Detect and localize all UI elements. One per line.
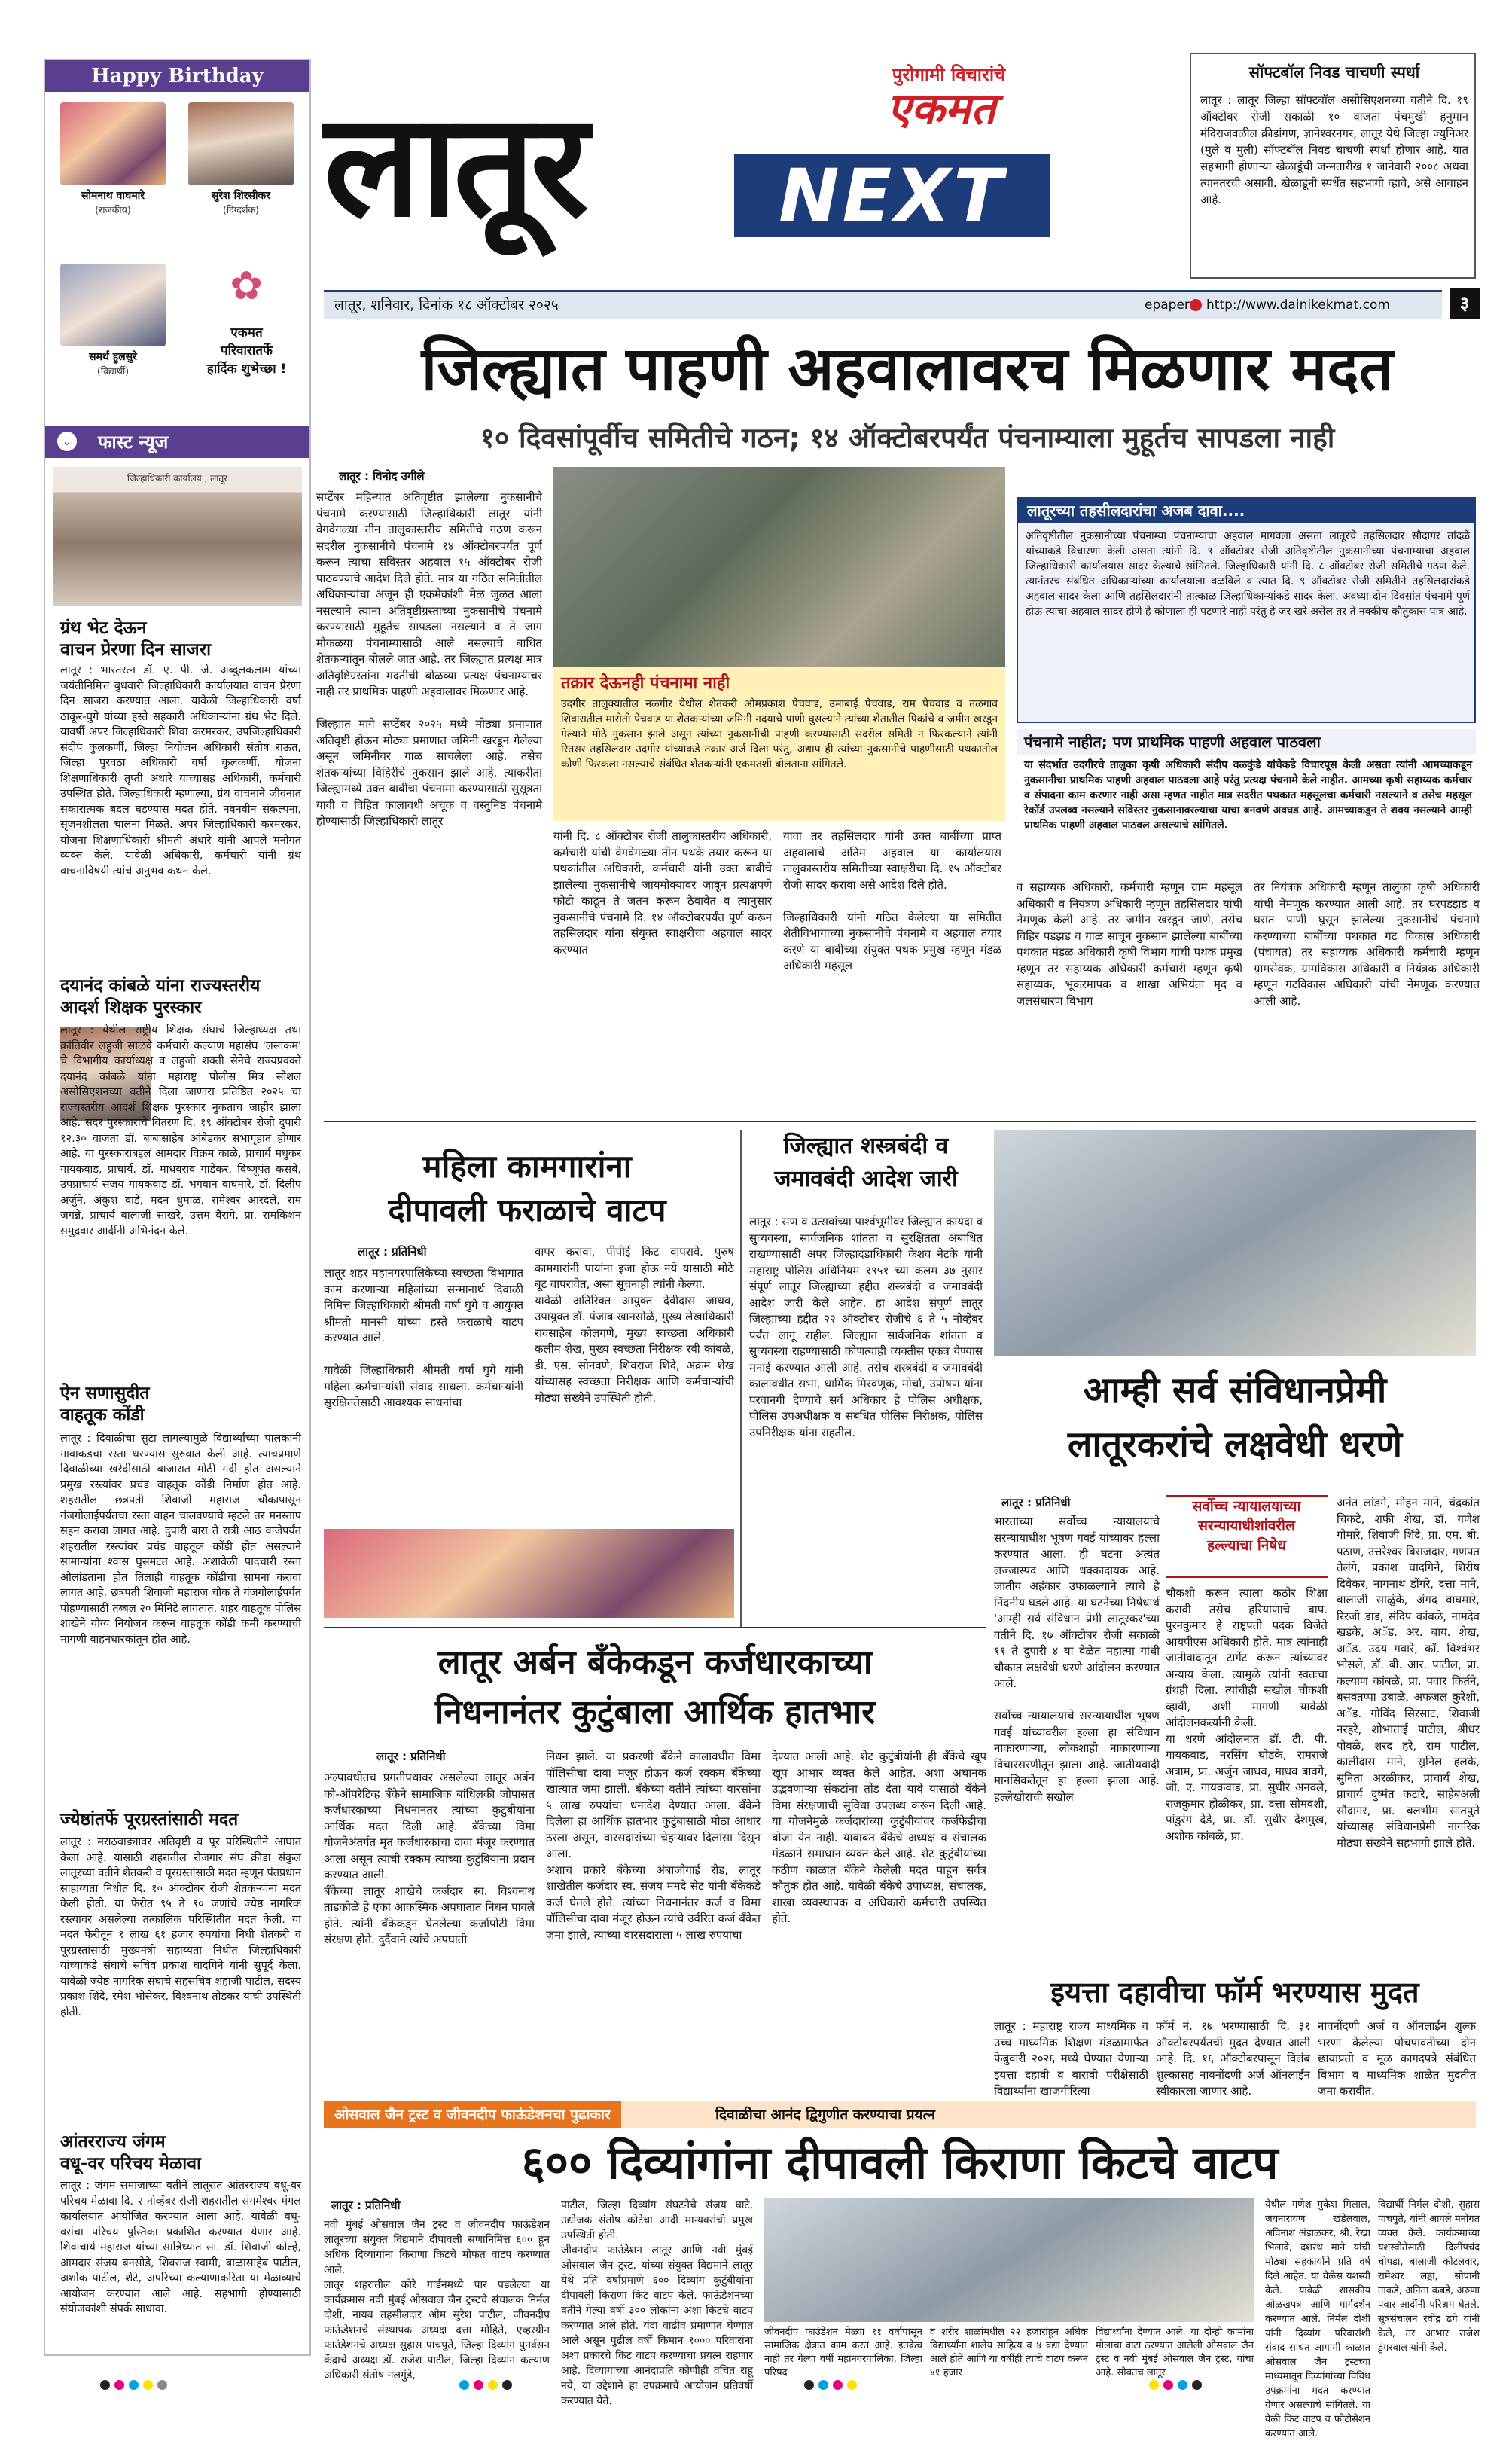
- lead-col2: यांनी दि. ८ ऑक्टोबर रोजी तालुकास्तरीय अधिकारी, कर्मचारी यांची वेगवेगळ्या तीन पथके तयार करून या पथकांतील अधिकारी, कर्मचारी यांनी उक्त बाबीचे झालेल्या नुकसानीचे जायमोक्यावर जावून प्रत्यक्षपणे फोटो काढून ते जतन करून ठेवावेत व त्यानुसार नुकसानीचे पंचनामे दि. १४ ऑक्टोबरपर्यंत पूर्ण करून तहसिलदार यांना संयुक्त स्वाक्षरीचा अहवाल सादर करण्यात: [553, 829, 776, 957]
- photo-banner: जिल्हाधिकारी कार्यालय , लातूर: [127, 473, 228, 484]
- kit-caption-1: जीवनदीप फाउंडेशन मेळ्या ११ वर्षापासून सामाजिक क्षेत्रात काम करत आहे. इतकेच नाही तर गेल्या वर्षी महानगरपालिका, जिल्हा परिषद: [764, 2327, 926, 2378]
- side-box-sub: पंचनामे नाहीत; पण प्राथमिक पाहणी अहवाल पाठवला: [1017, 729, 1476, 755]
- person-role: (दिग्दर्शक): [223, 204, 259, 215]
- sidebar-story-head: आंतरराज्य जंगम वधू-वर परिचय मेळावा: [60, 2132, 201, 2174]
- faral-photo: [324, 1529, 734, 1618]
- top-box: [1190, 53, 1476, 279]
- photo-caption-head: तक्रार देऊनही पंचनामा नाही: [561, 674, 730, 693]
- dharane-col2: चौकशी करून त्याला कठोर शिक्षा करावी तसेच हरियाणाचे बाप. पुरनकुमार हे राष्ट्रपती पदक विजेते आयपीएस अधिकारी होते. मात्र त्यांनाही जातीवादातून टार्गेट करून त्यांच्यावर अन्याय केला. त्यामुळे त्यांनी स्वतःचा ग्रंथही दिला. त्यांचीही सखोल चौकशी व्हावी, अशी मागणी यावेळी आंदोलनकर्त्यांनी केली. या धरणे आंदोलनात डॉ. टी. पी. गायकवाड, नरसिंग घोडके, रामराजे अत्राम, प्रा. अर्जुन जाधव, माधव बावगे, जी. ए. गायकवाड, प्रा. सुधीर अनवले, राजकुमार होळीकर, प्रा. दत्ता सोमवंशी, पांडुरंग देडे, प्रा. डॉ. सुधीर देशमुख, अशोक कांबळे, प्रा.: [1166, 1586, 1328, 1843]
- birthday-header: Happy Birthday: [45, 60, 309, 92]
- form-col2: फॉर्म नं. १७ भरण्यासाठी दि. ३१ ऑक्टोबरपर्यंतची मुदत देण्यात आली आहे. दि. १६ ऑक्टोबरपासून विलंब शुल्कासह नावनोंदणी अर्ज ऑनलाईन स्वीकारला जाणार आहे.: [1156, 2019, 1314, 2098]
- sidebar-story-text: लातूर : जंगम समाजाच्या वतीने लातूरात आंतरराज्य वधू-वर परिचय मेळावा दि. २ नोव्हेंबर रोजी शहरातील संगमेश्वर मंगल कार्यालयात आयोजित करण्यात आला आहे. यावेळी वधू-वरांचा परिचय पुस्तिका प्रकाशित करण्यात येणार आहे. शिवाचार्य महाराज यांच्या सान्निध्यात सा. डॉ. शिवाजी कोल्हे, आमदार संजय बनसोडे, शिवराज स्वामी, बाळासाहेब पाटील, अशोक पाटील, शेटे, अपरिच्या कल्याणाकरिता या मेळाव्याचे आयोजन करण्यात आले आहे. सहभागी होण्यासाठी संयोजकांशी संपर्क साधावा.: [60, 2180, 305, 2315]
- sidebar-story-head: ज्येष्ठांतर्फे पूरग्रस्तांसाठी मदत: [60, 1810, 239, 1829]
- person-role: (राजकीय): [95, 204, 131, 215]
- top-box-title: सॉफ्टबॉल निवड चाचणी स्पर्धा: [1248, 63, 1420, 81]
- masthead-title: लातूर: [324, 82, 585, 249]
- kit-col1: नवी मुंबई ओसवाल जैन ट्रस्ट व जीवनदीप फाऊंडेशन लातूरच्या संयुक्त विद्यमाने दीपावली सणानिमित्त ६०० हून अधिक दिव्यांगांना किराणा किटचे मोफत वाटप करण्यात आले. लातूर शहरातील कोरे गार्डनमध्ये पार पडलेल्या या कार्यक्रमास नवी मुंबई ओसवाल जैन ट्रस्टचे संचालक निर्मल दोशी, नायब तहसीलदार ओम सुरेश पाटील, जीवनदीप फाऊंडेशनचे संस्थापक अध्यक्ष दत्ता मोहिते, एव्हरग्रीन फाउंडेशनचे अध्यक्ष सुहास पाचपुते, जिल्हा दिव्यांग पुनर्वसन केंद्राचे अध्यक्ष डॉ. राजेश पाटील, जिल्हा दिव्यांग कल्याण अधिकारी संतोष नलगुंडे,: [324, 2219, 550, 2382]
- epaper-label: epaper: [1145, 297, 1190, 313]
- faral-dateline: लातूर : प्रतिनिधी: [358, 1245, 427, 1259]
- bank-dateline: लातूर : प्रतिनिधी: [376, 1750, 446, 1763]
- sidebar-story-text: लातूर : मराठवाड्यावर अतिवृष्टी व पूर परिस्थितीने आघात केला आहे. यासाठी शहरातील रोजगार संघ क्रीडा संकुल लातूरच्या वतीने शेतकरी व पूरग्रस्तांसाठी मदत म्हणून पंतप्रधान साहाय्यता निधीत दि. १० ऑक्टोबर रोजी शेतकऱ्यांना मदत केली होती. या फेरीत ९५ ते ९० जणांचे ज्येष्ठ नागरिक रस्त्यावर असलेल्या तत्कालिक परिस्थितीत मदत केली. या मदत फेरीतून १ लाख ६१ हजार रुपयांचा निधी शेतकरी व पूरग्रस्तांसाठी मुख्यमंत्री सहाय्यता निधीत जिल्हाधिकारी यांच्याकडे संघाचे सचिव प्रकाश घादगिने यांनी सुपूर्द केला. यावेळी ज्येष्ठ नागरिक संघाचे सहसचिव शहाजी पाटील, सदस्य प्रकाश शिंदे, रमेश भोसेकर, विश्वनाथ तोडकर यांची उपस्थिती होती.: [60, 1836, 305, 2018]
- dharane-box-head: सर्वोच्च न्यायालयाच्या सरन्यायाधीशांवरील हल्ल्याचा निषेध: [1166, 1495, 1328, 1578]
- person-name: सोमनाथ वाघमारे: [81, 190, 145, 202]
- kit-caption-3: विद्यार्थ्यांना देण्यात आले. या दोन्ही कामांना मोलाचा वाटा ठरण्यात आलेली ओसवाल जैन ट्रस्ट व नवी मुंबई ओसवाल जैन ट्रस्ट, यांचा आहे. सोबतच लातूर: [1096, 2327, 1257, 2378]
- band-rest: दिवाळीचा आनंद द्विगुणीत करण्याचा प्रयत्न: [715, 2107, 935, 2123]
- side-col-a: व सहाय्यक अधिकारी, कर्मचारी म्हणून ग्राम महसूल अधिकारी व नियंत्रण अधिकारी म्हणून तहसिलदार यांची नेमणूक केली आहे. तर जमीन खरडून जाणे, तसेच विहिर पडझड व गाळ साचून नुकसान झालेल्या बाबींच्या पथकात मंडळ अधिकारी कृषी विभाग यांची पथक प्रमुख म्हणून तर सहाय्यक अधिकारी कर्मचारी म्हणून कृषी सहाय्यक, भूकरमापक व शाखा अभियंता मृद व जलसंधारण विभाग: [1017, 880, 1246, 1008]
- sidebar-story-text: लातूर : येथील राष्ट्रीय शिक्षक संघाचे जिल्हाध्यक्ष तथा क्रांतिवीर लहुजी साळवे कर्मचारी कल्याण महासंघ 'लसाकम' चे विभागीय कार्याध्यक्ष व लहुजी शक्ती सेनेचे राज्यप्रवक्ते दयानंद कांबळे यांना महाराष्ट्र पोलीस मित्र सोशल असोसिएशनच्या वतीने दिला जाणारा प्रतिष्ठित २०२५ चा राज्यस्तरीय आदर्श शिक्षक पुरस्कार नुकताच जाहीर झाला आहे. सदर पुरस्काराचे वितरण दि. १९ ऑक्टोबर रोजी दुपारी १२.३० वाजता डॉ. बाबासाहेब आंबेडकर सभागृहात होणार आहे. या पुरस्काराबद्दल आमदार विक्रम काळे, प्राचार्य मधुकर गायकवाड, प्राचार्य. डॉ. माधवराव गाडेकर, विष्णूपंत कसबे, उपप्राचार्य संजय गायकवाड डॉ. भगवान वाघमारे, डॉ. दिलीप अर्जुने, अंकुश वाडे, मदन धुमाळ, रामेश्वर आरदले, राम जगन्ने, प्राचार्य बालाजी साखरे, उत्तम वैरागे, प्रा. रामकिशन समुद्रवार आदींनी अभिनंदन केले.: [60, 1024, 305, 1237]
- faral-col1: लातूर शहर महानगरपालिकेच्या स्वच्छता विभागात काम करणाऱ्या महिलांच्या सन्मानार्थ दिवाळी निमित्त जिल्हाधिकारी श्रीमती वर्षा घुगे व आयुक्त श्रीमती मानसी यांच्या हस्ते फराळाचे वाटप करण्यात आले. यावेळी जिल्हाधिकारी श्रीमती वर्षा घुगे यांनी महिला कर्मचाऱ्यांशी संवाद साधला. कर्मचाऱ्यांनी सुरक्षिततेसाठी आवश्यक साधनांचा: [324, 1266, 523, 1409]
- lead-col3: यावा तर तहसिलदार यांनी उक्त बाबींच्या प्राप्त अहवालाचे अतिम अहवाल या कार्यालयास तालुकास्तरीय समितीच्या स्वाक्षरीचा दि. १५ ऑक्टोबर रोजी सादर करावा असे आदेश दिले होते. जिल्हाधिकारी यांनी गठित केलेल्या या समितीत शेतीविभागाच्या नुकसानीचे पंचनामे व अहवाल तयार करणे या बाबींच्या संयुक्त पथक प्रमुख म्हणून मंडळ अधिकारी महसूल: [783, 829, 1001, 972]
- kit-col2: पाटील, जिल्हा दिव्यांग संघटनेचे संजय घाटे, उद्योजक संतोष कोटेचा आदी मान्यवरांची प्रमुख उपस्थिती होती. जीवनदीप फाउंडेशन लातूर आणि नवी मुंबई ओसवाल जैन ट्रस्ट, यांच्या संयुक्त विद्यमाने लातूर येथे प्रति वर्षाप्रमाणे ६०० दिव्यांग कुटुंबीयांना दीपावली किराणा किट वाटप केले. फाऊंडेशनच्या वतीने गेल्या वर्षी ३०० लोकांना अशा किटचे वाटप करण्यात आले होते. यंदा वाढीव प्रमाणात घेण्यात आले असून पुढील वर्षी किमान १००० परिवारांना अशा प्रकारचे किट वाटप करण्याचा प्रयत्न राहणार आहे. दिव्यांगांच्या आनंदाप्रति कोणीही वंचित राहू नये, या उद्देशाने हा उपक्रमाचे आयोजन प्रतिवर्षी करण्यात येते.: [561, 2199, 753, 2407]
- person-role: (विद्यार्थी): [96, 365, 130, 377]
- jamav-headline: जिल्ह्यात शस्त्रबंदी व जमावबंदी आदेश जारी: [774, 1133, 958, 1192]
- side-box-text: अतिवृष्टीतील नुकसानीच्या पंचनाम्या पंचनाम्याचा अहवाल मागवला असता लातूरचे तहसिलदार सौदागर तांदळे यांच्याकडे विचारणा केली असता त्यांनी दि. ९ ऑक्टोबर रोजी अतिवृष्टीतील नुकसानीच्या पंचनाम्याचा अहवाल जिल्हाधिकारी कार्यालयास सादर केल्याचे सांगितले. जिल्हाधिकारी यांनी दि. ८ ऑक्टोबर रोजी समितीचे गठण केले. त्यानंतरच संबंधित अधिकाऱ्यांच्या कार्यालयाला वळविले व त्यात दि. ९ ऑक्टोबर रोजी समितीने तहसिलदारांकडे अहवाल सादर केला आणि तहसिलदारांनी तात्काळ जिल्हाधिकाऱ्यांकडे सादर केला. अवघ्या दोन दिवसांत पंचनामे पूर्ण होऊ त्याचा अहवाल सादर होणे हे कोणाला ही पटणारे नाही परंतु हे जर खरे असेल तर ते नक्कीच कौतुकास पात्र आहे.: [1026, 530, 1474, 618]
- divider: [324, 1627, 986, 1628]
- website-link[interactable]: http://www.dainikekmat.com: [1206, 297, 1390, 313]
- flower-icon: ✿: [230, 264, 263, 309]
- bank-col2: निधन झाले. या प्रकरणी बँकेने कालावधीत विमा पॉलिसीचा दावा मंजूर होऊन कर्ज रक्कम बँकेच्या खात्यात जमा झाली. बँकेच्या वतीने त्यांच्या वारसांना ५ लाख रुपयांचा धनादेश देण्यात आला. बँकेने दिलेला हा आर्थिक हातभार कुटुंबासाठी मोठा आधार ठरला असून, वारसदारांच्या चेहऱ्यावर दिलासा दिसून आला. अशाच प्रकारे बँकेच्या अंबाजोगाई रोड, लातूर शाखेतील कर्जदार स्व. संजय ममदे सेट यांनी बँकेकडे कर्ज घेतले होते. त्यांच्या निधनानंतर कर्ज व विमा पॉलिसीचा दावा मंजूर होऊन त्यांचे उर्वरित कर्ज बँकेत जमा झाले, त्यांच्या वारसदाराला ५ लाख रुपयांचा: [546, 1750, 761, 1942]
- faral-col2: वापर करावा, पीपीई किट वापरावे. पुरुष कामगारांनी पायांना इजा होऊ नये यासाठी मोठे बूट वापरावेत, असा सूचनाही त्यांनी केल्या. यावेळी अतिरिक्त आयुक्त देवीदास जाधव, उपायुक्त डॉ. पंजाब खानसोळे, मुख्य लेखाधिकारी रावसाहेब कोलगणे, मुख्य स्वच्छता अधिकारी कलीम शेख, मुख्य स्वच्छता निरीक्षक रवी कांबळे, डी. एस. सोनवणे, शिवराज शिंदे, अक्रम शेख यांच्यासह स्वच्छता निरीक्षक आणि कर्मचाऱ्यांची मोठ्या संख्येने उपस्थिती होती.: [535, 1245, 734, 1405]
- kit-col4: विद्यार्थी निर्मल दोशी, सुहास पाचपुते, यांनी आपले मनोगत व्यक्त केले. कार्यक्रमाच्या यशस्वीतेसाठी दिलीपचंद चोपडा, बालाजी कोटलवार, रामेश्वर लड्डा, सोपानी ताकडे, अनिता कबडे, अरुणा पवार आदींनी परिश्रम घेतले. सूत्रसंचालन रवींद्र ढगे यांनी केले, तर आभार राजेश डुंगरवाल यांनी केले.: [1378, 2199, 1483, 2354]
- bank-headline: लातूर अर्बन बँकेकडून कर्जधारकाच्या निधनानंतर कुटुंबाला आर्थिक हातभार: [434, 1643, 876, 1732]
- date-bar: [324, 290, 1442, 319]
- sidebar-story-text: लातूर : दिवाळीचा सुटा लागल्यामुळे विद्यार्थ्यांच्या पालकांनी गावाकडचा रस्ता धरण्यास सुरुवात केली आहे. त्याचप्रमाणे दिवाळीच्या खरेदीसाठी बाजारात मोठी गर्दी होत असल्याने प्रमुख रस्त्यांवर प्रचंड वाहतूक कोंडी निर्माण होत आहे. शहरातील छत्रपती शिवाजी महाराज चौकापासून गंजगोलाईपर्यंतचा रस्ता वाहन चालवण्याचे म्हटले तर मनस्ताप सहन करावा लागत आहे. दुपारी बारा ते रात्री आठ वाजेपर्यंत शहरातील रस्त्यांवर प्रचंड वाहतूक कोंडी होत असल्याने सामान्यांना श्वास घुसमटत आहे. अशावेळी पादचारी रस्ता ओलांडताना होत तिलाही वाहतूक कोंडीचा सामना करावा लागत आहे. छत्रपती शिवाजी महाराज चौक ते गंजगोलाईपर्यंत पोहण्यासाठी तब्बल २० मिनिटे लागतात. शहर वाहतूक पोलिस शाखेने योग्य नियोजन करून वाहतूक कोंडी कमी करण्याची मागणी वाहनधारकांतून होत आहे.: [60, 1433, 305, 1646]
- side-col-b: तर नियंत्रक अधिकारी म्हणून तालुका कृषी अधिकारी यांची नेमणूक करण्यात आली आहे. तर घरपडझड व घरात पाणी घुसून झालेल्या नुकसानीचे पंचनामे करण्याच्या बाबींच्या पथकात गट विकास अधिकारी (पंचायत) तर सहाय्यक अधिकारी कर्मचारी म्हणून ग्रामसेवक, ग्रामविकास अधिकारी व नियंत्रक अधिकारी म्हणून गटविकास अधिकारी यांची नेमणूक करण्यात आली आहे.: [1254, 880, 1483, 1008]
- kit-caption-2: व शरीर शाळांमधील २२ हजारांहून अधिक विद्यार्थ्यांना शालेय साहित्य व ४ वद्या देण्यात आले होते आणि या वर्षीही त्याचे वाटप करून ४१ हजार: [930, 2327, 1092, 2378]
- bottom-band: [324, 2101, 1476, 2128]
- sidebar-story-head: दयानंद कांबळे यांना राज्यस्तरीय आदर्श शिक्षक पुरस्कार: [60, 976, 261, 1018]
- kit-dateline: लातूर : प्रतिनिधी: [331, 2198, 401, 2212]
- masthead-tagline: पुरोगामी विचारांचे: [892, 64, 1006, 85]
- form-col3: नावनोंदणी अर्ज व ऑनलाईन शुल्क भरणा केलेल्या पोचपावतीच्या दोन छायाप्रती व मूळ कागदपत्रे संबंधित विभाग व माध्यमिक शाळेत मुदतीत जमा करावीत.: [1318, 2019, 1480, 2098]
- side-box-head: लातूरच्या तहसीलदारांचा अजब दावा....: [1018, 499, 1474, 523]
- lead-dateline: लातूर : विनोद उगीले: [339, 469, 425, 483]
- dharane-headline: आम्ही सर्व संविधानप्रेमी लातूरकरांचे लक्षवेधी धरणे: [1067, 1369, 1403, 1466]
- avatar: [188, 102, 294, 185]
- registration-dots: [98, 2378, 1453, 2394]
- photo-caption-text: उदगीर तालुक्यातील नळगीर येथील शेतकरी ओमप्रकाश पेचवाड, उमाबाई पेचवाड, राम पेचवाड व तळगाव शिवारातील मारोती पेचवाड या शेतकऱ्यांच्या जमिनी नदयाचे पाणी घुसल्याने त्यांच्या शेतातील पिकांचे व जमीन खरडून गेल्याने मोठे नुकसान झाले असून त्यांच्या नुकसानीची पाहणी करण्यासाठी सदरील समिती न फिरकल्याने त्यांनी रितसर तहसिलदार उदगीर यांच्याकडे तक्रार अर्ज दिला परंतु, अद्याप ही त्यांच्या नुकसानीचे पाहणीसाठी पथकातील कोणी फिरकला नसल्याचे संबंधित शेतकऱ्यांनी एकमतशी बोलताना सांगितले.: [561, 698, 1001, 770]
- lead-headline: जिल्ह्यात पाहणी अहवालावरच मिळणार मदत: [421, 334, 1394, 404]
- side-box-sub-text: या संदर्भात उदगीरचे तालुका कृषी अधिकारी संदीप वळकुंडे यांचेकडे विचारपूस केली असता त्यांनी आमच्याकडून नुकसानीचा प्राथमिक पाहणी अहवाल पाठवला आहे परंतु प्रत्यक्ष पंचनामे केले नाहीत. आमच्या कृषी सहाय्यक कर्मचार व संपादना काम करणार नाही असा म्हणत नाहीत मात्र सदरीत पथकात महसूलचा कर्मचारी नसल्याने व तसेच महसूल रेकॉर्ड उपलब्ध नसल्याने सविस्तर नुकसानावरल्याचा याचा बनवणे अवघड आहे. आमच्याकडून ते शक्य नसल्याने आम्ही प्राथमिक पाहणी अहवाल पाठवल असल्याचे सांगितले.: [1024, 759, 1476, 831]
- side-box: [1017, 497, 1476, 723]
- bank-col3: देण्यात आली आहे. शेट कुटुंबीयांनी ही बँकेचे खूप खूप आभार व्यक्त केले आहेत. अशा अचानक उद्भवणाऱ्या संकटांना तोंड देता यावे यासाठी बँकेने विमा संरक्षणाची सुविधा उपलब्ध करून दिली आहे. या योजनेमुळे कर्जदारांच्या कुटुंबीयांवर कर्जफेडीचा बोजा येत नाही. याबाबत बँकेचे अध्यक्ष व संचालक मंडळाने समाधान व्यक्त केले आहे. शेट कुटुंबीयांच्या कठीण काळात बँकेने केलेली मदत पाहून सर्वत्र कौतुक होत आहे. यावेळी बँकेचे उपाध्यक्ष, संचालक, शाखा व्यवस्थापक व अधिकारी कर्मचारी उपस्थित होते.: [772, 1750, 990, 1925]
- issue-date: लातूर, शनिवार, दिनांक १८ ऑक्टोबर २०२५: [334, 297, 559, 313]
- kit-headline: ६०० दिव्यांगांना दीपावली किराणा किटचे वाटप: [521, 2137, 1279, 2189]
- page-number: ३: [1450, 288, 1480, 319]
- kit-photo: [764, 2198, 1254, 2322]
- masthead-brand: एकमत: [886, 83, 996, 134]
- lead-col1: सप्टेंबर महिन्यात अतिवृष्टीत झालेल्या नुकसानीचे पंचनामे करण्यासाठी जिल्हाधिकारी लातूर यांनी वेगवेगळ्या तीन तालुकास्तरीय समितीचे गठण करून सदरील नुकसानीचे पंचनामे १४ ऑक्टोबरपर्यंत पूर्ण करून त्याचा सविस्तर अहवाल १५ ऑक्टोबर रोजी पाठवण्याचे आदेश दिले होते. मात्र या गठित समितीतील अधिकाऱ्यांचा अजून ही एकमेकांशी मेळ जुळत आला नसल्याने त्यांना अतिवृष्टीग्रस्तांच्या नुकसानीचे पंचनामे करण्यासाठी मुहूर्तच सापडला नसल्याने व ते जाग मोकळया पंचनाम्यासाठी आले नसल्याचे बाधित शेतकऱ्यांतून बोलले जात आहे. तर जिल्ह्यात प्रत्यक्ष मात्र अतिवृष्टिग्रस्तांना मदतीची बोळव्या प्रत्यक्ष पंचनाम्याचर नाही तर प्राथमिक पाहणी अहवालावर मिळणार आहे. जिल्ह्यात मागे सप्टेंबर २०२५ मध्ये मोठ्या प्रमाणात अतिवृष्टी होऊन मोठ्या प्रमाणात जमिनी खरडून गेलेल्या असून जमिनीवर गाळ साचलेला आहे. तसेच शेतकऱ्यांच्या विहिरींचे नुकसान झाले आहे. त्याकरीता जिल्ह्यामध्ये उक्त बाबींचा पंचनामा करण्यासाठी सुसूत्रता यावी व विहित कालावधी अचूक व वस्तुनिष्ठ पंचनामे होण्यासाठी जिल्हाधिकारी लातूर: [316, 490, 542, 828]
- bank-col1: अल्पावधीतच प्रगतीपथावर असलेल्या लातूर अर्बन को-ऑपरेटिव्ह बँकेने सामाजिक बांधिलकी जोपासत कर्जधारकाच्या निधनानंतर त्यांच्या कुटुंबीयांना आर्थिक मदत दिली आहे. बँकेच्या विमा योजनेअंतर्गत मृत कर्जधारकाचा दावा मंजूर करण्यात आला असून त्याची रक्कम त्यांच्या कुटुंबियांना प्रदान करण्यात आली. बँकेच्या लातूर शाखेचे कर्जदार स्व. विश्वनाथ ताडकोळे हे एका आकस्मिक अपघातात निधन पावले होते. त्यांनी बँकेकडून घेतलेल्या कर्जापोटी विमा संरक्षण होते. दुर्दैवाने त्यांचे अपघाती: [324, 1771, 535, 1946]
- avatar: [60, 102, 166, 185]
- jamav-text: लातूर : सण व उत्सवांच्या पार्श्वभूमीवर जिल्ह्यात कायदा व सुव्यवस्था, सार्वजनिक शांतता व सुरक्षितता अबाधित राखण्यासाठी अपर जिल्हादंडाधिकारी केशव नेटके यांनी महाराष्ट्र पोलिस अधिनियम १९५१ च्या कलम ३७ नुसार संपूर्ण लातूर जिल्ह्याच्या हद्दीत शस्त्रबंदी व जमावबंदी आदेश जारी केले आहेत. हा आदेश संपूर्ण लातूर जिल्ह्याच्या हद्दीत २२ ऑक्टोबर रोजीचे ६ ते ५ नोव्हेंबर पर्यंत लागू राहील. जिल्ह्यात सार्वजनिक शांतता व सुव्यवस्था राहण्यासाठी कोणत्याही व्यक्तीस एकत्र येण्यास मनाई करण्यात आली आहे. तसेच शस्त्रबंदी व जमावबंदी कालावधीत सभा, धार्मिक मिरवणूक, मोर्चा, उपोषण यांना परवानगी देण्याचे सर्व अधिकार हे पोलिस अधीक्षक, पोलिस उपअधीक्षक व संबंधित पोलिस निरीक्षक, पोलिस उपनिरीक्षक यांना राहतील.: [749, 1215, 986, 1439]
- sidebar-photo: [53, 467, 302, 606]
- fast-news-title: फास्ट न्यूज: [98, 432, 169, 453]
- form-headline: इयत्ता दहावीचा फॉर्म भरण्यास मुदत: [1050, 1976, 1419, 2009]
- form-col1: लातूर : महाराष्ट्र राज्य माध्यमिक व उच्च माध्यमिक शिक्षण मंडळामार्फत फेब्रुवारी २०२६ मध्ये घेण्यात येणाऱ्या इयत्ता दहावी व बारावी परीक्षेसाठी विद्यार्थ्यांना खाजगीरित्या: [994, 2019, 1152, 2098]
- dharane-col3: अनंत लांडगे, मोहन माने, चंद्रकांत चिकटे, शफी शेख, डॉ. गणेश गोमारे, शिवाजी शिंदे, प्रा. एम. बी. पठाण, उत्तरेश्वर बिराजदार, गणपत तेलंगे, प्रकाश घादगिने, शिरीष दिवेकर, नागनाथ डोंगरे, दत्ता माने, बालाजी साळुंके, अंगद वाघमारे, रिरजी डाड, संदिप कांबळे, नामदेव खडके, अॅड. अर. बाय. शेख, अॅड. उदय गवारे, कॉ. विश्वंभर भोसले, डॉ. बी. आर. पाटील, प्रा. कल्याण कांबळे, प्रा. पवार किर्तने, बसवंतप्पा उबाळे, अफजल कुरेशी, अॅड. गोविंद सिरसाट, शिवाजी नरहरे, शोभाताई पाटील, श्रीधर पोवळे, शरद हरे, राम पाटील, कालीदास माने, सुनिल हलके, सुनिता अरळीकर, प्राचार्य शेख, प्राचार्य दुष्मंत कटारे, साहेबअली सौदागर, प्रा. बलभीम सातपुते यांच्यासह संविधानप्रेमी नागरिक मोठ्या संख्येने सहभागी झाले होते.: [1337, 1496, 1483, 1850]
- masthead-next: NEXT: [734, 154, 1050, 237]
- kit-col3: येथील गणेश मुकेश मिलाल, जयनारायण खंडेलवाल, अविनाश अंडाळकर, श्री. रेखा भिलावे, दशरथ माने यांची मोठ्या सहकार्याने प्रति वर्ष दिले आहेत. या वेळेस यशस्वी केले. यावेळी शासकीय ओळखपत्र आणि मार्गदर्शन करण्यात आले. निर्मल दोशी यांनी दिव्यांग परिवारांशी संवाद साधत आगामी काळात ओसवाल जैन ट्रस्टच्या माध्यमातून दिव्यांगांच्या विविध उपक्रमांना मदत करण्यात येणार असल्याचे सांगितले. या वेळी किट वाटप व फोटोसेशन करण्यात आले.: [1265, 2199, 1374, 2439]
- globe-icon: [1190, 299, 1202, 311]
- sidebar-story-text: लातूर : भारतरत्न डॉ. ए. पी. जे. अब्दुलकलाम यांच्या जयंतीनिमित्त बुधवारी जिल्हाधिकारी कार्यालयात वाचन प्रेरणा दिन साजरा करण्यात आला. यावेळी जिल्हाधिकारी वर्षा ठाकूर-घुगे यांच्या हस्ते सहकारी अधिकाऱ्यांना ग्रंथ भेट दिले. यावर्षी अपर जिल्हाधिकारी शिवा करमरकर, उपजिल्हाधिकारी संदीप कुलकर्णी, जिल्हा नियोजन अधिकारी संतोष राऊत, जिल्हा पुरवठा अधिकारी वर्षा कुलकर्णी, योजना शिक्षणाधिकारी तृप्ती अंधारे यांच्यासह अधिकारी, कर्मचारी उपस्थित होते. जिल्हाधिकारी म्हणाल्या, ग्रंथ वाचनाने जीवनात सकारात्मक बदल घडण्यास मदत होते. नवनवीन संकल्पना, सृजनशीलता चालना मिळते. अपर जिल्हाधिकारी करमरकर, योजना शिक्षणाधिकारी श्रीमती अंधारे यांनी आपले मनोगत व्यक्त केले. यावेळी अधिकारी, कर्मचारी यांनी ग्रंथ वाचनाविषयी त्यांचे अनुभव कथन केले.: [60, 664, 305, 877]
- person-name: समर्थ हुलसुरे: [89, 351, 137, 363]
- dharane-col1: भारताच्या सर्वोच्च न्यायालयाचे सरन्यायाधीश भूषण गवई यांच्यावर हल्ला करण्यात आला. ही घटना अत्यंत लज्जास्पद आणि धक्कादायक आहे. जातीय अहंकार उफाळल्याने त्याचे हे निंदनीय घडले आहे. या घटनेच्या निषेधार्थ 'आम्ही सर्व संविधान प्रेमी लातूरकर'च्या वतीने दि. १७ ऑक्टोबर रोजी सकाळी ११ ते दुपारी ४ या वेळेत महात्मा गांधी चौकात लक्षवेधी धरणे आंदोलन करण्यात आले. सर्वोच्च न्यायालयाचे सरन्यायाधीश भूषण गवई यांच्यावरील हल्ला हा संविधान नाकारणाऱ्या, लोकशाही नाकारणाऱ्या विचारसरणीतून झाला आहे. जातीयवादी मानसिकतेतून हा हल्ला झाला आहे. हल्लेखोराची सखोल: [994, 1515, 1160, 1804]
- chevron-down-circle-icon: ⌄: [57, 432, 77, 451]
- band-orange: ओसवाल जैन ट्रस्ट व जीवनदीप फाऊंडेशनचा पुढाकार: [324, 2101, 621, 2128]
- avatar: [60, 264, 166, 346]
- fast-news-header: [45, 426, 309, 458]
- dharane-dateline: लातूर : प्रतिनिधी: [1001, 1496, 1071, 1509]
- photo-caption-box: [553, 667, 1005, 821]
- top-box-text: लातूर : लातूर जिल्हा सॉफ्टबॉल असोसिएशनच्या वतीने दि. १९ ऑक्टोबर रोजी सकाळी १० वाजता पंचमुखी हनुमान मंदिराजवळील क्रीडांगण, ज्ञानेश्वरनगर, लातूर येथे जिल्हा ज्युनिअर (मुले व मुली) सॉफ्टबॉल निवड चाचणी स्पर्धा होणार आहे. यात सहभागी होणाऱ्या खेळाडूंची जन्मतारीख १ जानेवारी २००८ अथवा त्यानंतरची असावी. खेळाडूंनी स्पर्धेत सहभागी व्हावे, असे आवाहन आहे.: [1200, 93, 1472, 206]
- faral-headline: महिला कामगारांना दीपावली फराळाचे वाटप: [388, 1148, 666, 1228]
- person-name: सुरेश शिरसीकर: [211, 190, 271, 202]
- protest-photo: [994, 1130, 1476, 1356]
- flood-photo: [553, 467, 1005, 667]
- sidebar-story-head: ऐन सणासुदीत वाहतूक कोंडी: [60, 1384, 150, 1425]
- lead-subhead: १० दिवसांपूर्वीच समितीचे गठन; १४ ऑक्टोबरपर्यंत पंचनाम्याला मुहूर्तच सापडला नाही: [480, 422, 1335, 454]
- sidebar-story-head: ग्रंथ भेट देऊन वाचन प्रेरणा दिन साजरा: [60, 618, 212, 660]
- left-sidebar: [44, 59, 311, 2356]
- divider: [324, 1121, 1476, 1122]
- wish-text: एकमत परिवारातर्फे हार्दिक शुभेच्छा !: [206, 325, 287, 377]
- vertical-rule: [740, 1130, 742, 1627]
